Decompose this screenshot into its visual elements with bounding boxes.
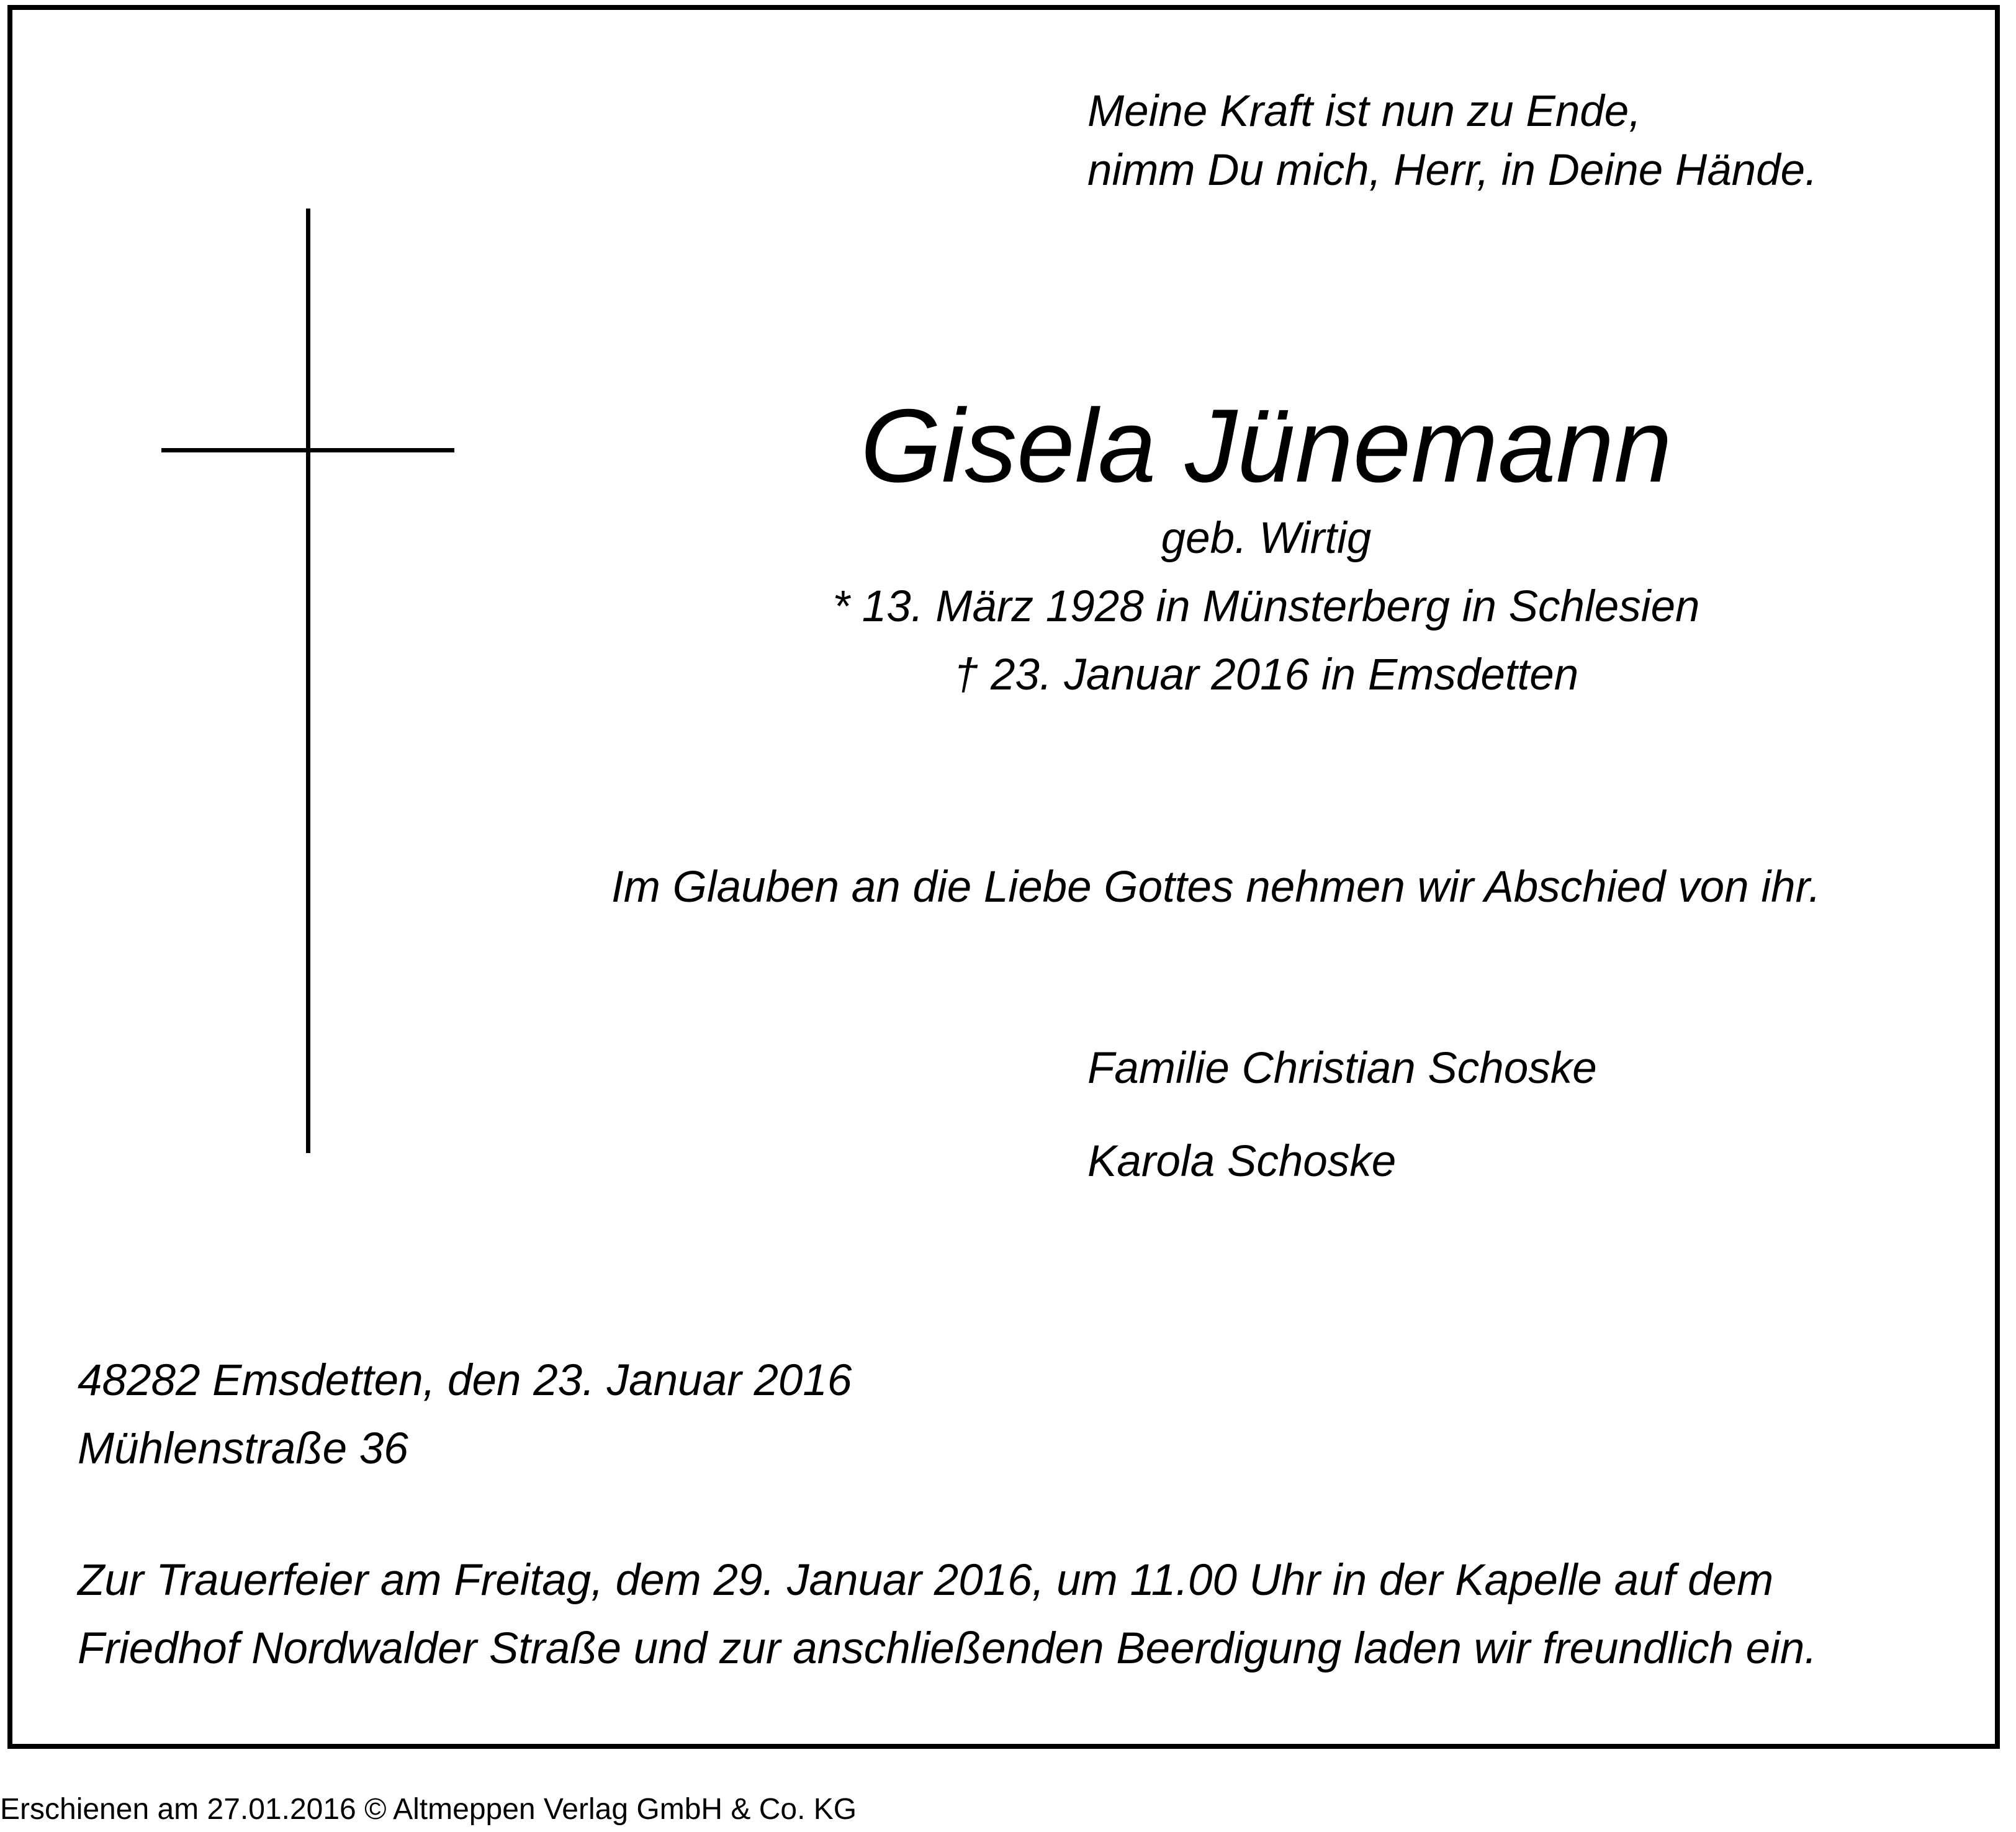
cross-vertical-bar (306, 209, 310, 1153)
motto-line-2: nimm Du mich, Herr, in Deine Hände. (1087, 146, 1817, 195)
funeral-line-1: Zur Trauerfeier am Freitag, dem 29. Januar 2016, um 11.00 Uhr in der Kapelle auf dem (78, 1556, 1774, 1605)
address-block (78, 1347, 852, 1483)
cross-horizontal-bar (161, 448, 454, 452)
farewell-text: Im Glauben an die Liebe Gottes nehmen wir Abschied von ihr. (611, 863, 1821, 912)
address-street: Mühlenstraße 36 (78, 1424, 408, 1473)
birth-date: * 13. März 1928 in Münsterberg in Schlesien (832, 582, 1700, 631)
mourner-name: Karola Schoske (1087, 1137, 1397, 1186)
deceased-name: Gisela Jünemann (860, 387, 1672, 504)
address-place-date: 48282 Emsdetten, den 23. Januar 2016 (78, 1356, 852, 1405)
funeral-invitation (78, 1547, 1817, 1683)
funeral-line-2: Friedhof Nordwalder Straße und zur anschließenden Beerdigung laden wir freundlich ein. (78, 1624, 1817, 1673)
birth-name: geb. Wirtig (1161, 514, 1372, 563)
mourner-name: Familie Christian Schoske (1087, 1044, 1597, 1093)
mourners-list (1087, 1038, 1597, 1224)
publication-footer: Erschienen am 27.01.2016 © Altmeppen Verlag GmbH & Co. KG (0, 1793, 857, 1826)
motto-verse (1087, 82, 1817, 200)
death-date: † 23. Januar 2016 in Emsdetten (953, 650, 1579, 699)
motto-line-1: Meine Kraft ist nun zu Ende, (1087, 87, 1641, 136)
